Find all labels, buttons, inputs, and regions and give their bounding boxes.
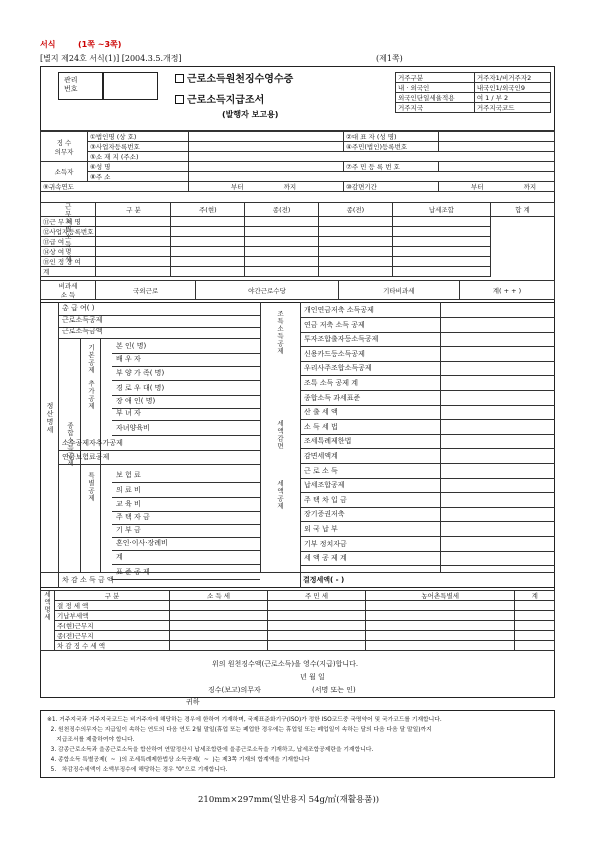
workplace-cell[interactable] [96,257,171,267]
residency-row [396,83,551,93]
confirm-payer: 징수(보고)의무자 [208,686,261,694]
tax-row-label: 결 정 세 액 [55,601,170,611]
tax-row [41,611,555,621]
settlement-left-item: 부 녀 자 [116,409,141,418]
workplace-cell[interactable] [171,217,245,227]
settlement-left-item: 부 양 가 족( 명) [116,369,165,378]
settlement-left-item: 주 택 자 금 [116,513,150,522]
tax-col-header: 농어촌특별세 [366,591,515,601]
residency-row [396,93,551,103]
workplace-cell[interactable] [392,237,490,247]
tax-cell[interactable] [170,631,268,641]
tax-row [41,621,555,631]
residency-row [396,103,551,113]
settlement-right-item: 납세조합공제 [304,481,345,490]
workplace-row-label: ⑮인 정 상 여 [41,257,96,267]
settlement-right-item: 소 득 세 법 [304,422,338,431]
tax-cell[interactable] [515,631,555,641]
settlement-right-item: 조특 소득 공제 계 [304,379,359,387]
manage-no-label: 관리 번호 [64,76,78,93]
year-range[interactable]: 부터 까지 [189,182,344,192]
workplace-side-label: 근무처별소득명세 [41,203,96,217]
workplace-cell[interactable] [171,237,245,247]
residency-row [396,73,551,83]
tax-cell[interactable] [268,631,366,641]
workplace-cell[interactable] [171,227,245,237]
settlement-left-item: 기 부 금 [116,525,141,534]
workplace-cell[interactable] [171,267,245,277]
tax-cell[interactable] [170,601,268,611]
workplace-cell[interactable] [245,247,319,257]
tax-cell[interactable] [366,611,515,621]
corp-reg-label: ④주민(법인)등록번호 [344,142,439,152]
workplace-row [41,267,555,277]
special-deduction-label: 특별공제 [87,472,95,502]
payer-address-field[interactable] [189,152,555,162]
subtitle: (발행자 보고용) [222,110,279,119]
settlement-right-item: 신용카드등소득공제 [304,349,365,358]
earner-name-label: ⑥성 명 [88,162,189,172]
tax-row-label: 기납부세액 [55,611,170,621]
workplace-cell[interactable] [96,247,171,257]
confirm-line: 위의 원천징수액(근로소득)을 영수(지급)합니다. [212,660,359,668]
settlement-side-label: 정산명세 [46,402,54,434]
tax-col-header: 계 [515,591,555,601]
additional-deduction-label: 추가공제 [87,380,95,410]
workplace-col-header: 주(현) [171,203,245,217]
title-withholding-receipt: 근로소득원천징수영수증 [175,74,293,86]
payer-name-field[interactable] [189,132,344,142]
settlement-left-item: 표 준 공 제 [116,567,150,576]
note-line: ※1. 거주지국과 거주지국코드는 비거주자에 해당하는 경우에 한하여 기재하며, 국제표준화기구(ISO)가 정한 ISO코드중 국명약어 및 국가코드를 기재합니다. [47,717,442,723]
workplace-cell[interactable] [171,257,245,267]
final-tax-label: 결정세액( - ) [303,576,345,584]
nontax-total: 계( + + ) [460,281,555,300]
reduction-label: ⑩감면기간 [344,182,439,192]
workplace-col-header: 구 분 [96,203,171,217]
note-line: 4. 종합소득 특별공제( ~ )의 조세특례제한법상 소득공제( ~ )는 제3쪽 기재의 합계액을 기재합니다 [47,757,310,763]
tax-reduction-label: 세액감면 [276,420,284,450]
tax-table [40,590,555,651]
page-range: (1쪽 ~3쪽) [78,40,122,49]
tax-col-header: 소 득 세 [170,591,268,601]
settlement-right-item: 조세특례제한법 [304,437,352,446]
tax-cell[interactable] [268,601,366,611]
settlement-right-item: 종합소득 과세표준 [304,393,361,402]
payer-table [40,131,555,192]
workplace-cell[interactable] [171,247,245,257]
page-number: (제1쪽) [376,54,403,63]
nontax-other: 기타비과세 [338,281,459,300]
workplace-cell[interactable] [392,257,490,267]
settlement-right-item: 투자조합출자등소득공제 [304,335,379,344]
tax-row [41,631,555,641]
earner-id-field[interactable] [439,162,555,172]
workplace-cell[interactable] [245,257,319,267]
tax-row [41,641,555,651]
tax-cell[interactable] [268,621,366,631]
workplace-cell[interactable] [319,247,393,257]
workplace-cell[interactable] [319,217,393,227]
representative-label: ②대 표 자 (성 명) [344,132,439,142]
settlement-right-item: 장기증권저축 [304,510,345,519]
workplace-row-label: ⑪근 무 처 명 [41,217,96,227]
confirm-to: 귀하 [186,698,200,706]
tax-cell[interactable] [515,601,555,611]
workplace-cell[interactable] [245,227,319,237]
tax-cell[interactable] [366,641,515,651]
tax-row-label: 주(현)근무지 [55,621,170,631]
tax-row [41,601,555,611]
tax-cell[interactable] [515,641,555,651]
tax-cell[interactable] [366,621,515,631]
earner-address-label: ⑧주 소 [88,172,189,182]
workplace-col-header: 합 계 [490,203,554,217]
workplace-cell[interactable] [392,247,490,257]
payer-label: 징 수 의무자 [41,132,88,162]
biz-reg-field[interactable] [189,142,344,152]
payer-name-label: ①법인명 (상 호) [88,132,189,142]
settlement-right-item: 연금 저축 소득 공제 [304,320,365,329]
settlement-right-item: 산 출 세 액 [304,408,338,417]
settlement-left-item: 교 육 비 [116,500,141,509]
earner-id-label: ⑦주 민 등 록 번 호 [344,162,439,172]
checkbox-report[interactable] [175,95,184,104]
workplace-cell[interactable] [392,227,490,237]
workplace-row [41,257,555,267]
settlement-left-item: 계 [116,553,123,562]
signature-field[interactable]: (서명 또는 인) [312,686,356,694]
settlement-left-item: 차 감 소 득 금 액 [62,576,114,584]
earner-address-field[interactable] [189,172,555,182]
nontax-label: 비과세 소 득 [41,281,96,300]
workplace-cell[interactable] [245,217,319,227]
residency-value[interactable]: 거주자1/비거주자2 [474,73,550,83]
tax-col-header: 구 분 [55,591,170,601]
tax-cell[interactable] [515,621,555,631]
settlement-section [40,302,555,588]
settlement-left-item: 본 인( 명) [116,342,147,351]
paper-spec: 210mm×297mm(일반용지 54g/㎡(재활용품)) [198,795,380,805]
comp-deduction-label: 종합소득공제 [66,422,74,467]
settlement-left-item: 의 료 비 [116,485,141,494]
nontax-overseas: 국외근로 [96,281,196,300]
settlement-left-item: 연금보험료공제 [62,453,110,462]
workplace-cell[interactable] [319,237,393,247]
workplace-cell[interactable] [319,267,393,277]
confirm-date: 년 월 일 [300,673,325,681]
tax-side-label: 세액명세 [41,591,55,651]
workplace-row [41,247,555,257]
tax-cell[interactable] [515,611,555,621]
settlement-left-item: 자녀양육비 [116,423,150,432]
checkbox-receipt[interactable] [175,74,184,83]
residency-table [395,72,551,113]
settlement-right-item: 세 액 공 제 계 [304,554,347,563]
tax-header-row [41,591,555,601]
workplace-col-header: 종(전) [245,203,319,217]
residency-label: 내 · 외국인 [396,83,475,93]
tax-cell[interactable] [170,611,268,621]
workplace-cell[interactable] [96,227,171,237]
corp-reg-field[interactable] [439,142,555,152]
tax-credit-label: 세액공제 [276,480,284,510]
settlement-right-item: 개인연금저축 소득공제 [304,306,374,314]
settlement-left-item: 소수공제자추가공제 [62,438,123,447]
tax-row-label: 차 감 징 수 세 액 [55,641,170,651]
form-number: [별지 제24호 서식(1)] [2004.3.5.개정] [40,54,182,63]
settlement-right-item: 감면세액계 [304,452,338,460]
representative-field[interactable] [439,132,555,142]
workplace-cell[interactable] [96,217,171,227]
reduction-range[interactable]: 부터 까지 [439,182,555,192]
workplace-row-label: ⑭상 여 [41,247,96,257]
residency-value[interactable]: 거주지국코드 [474,103,550,113]
residency-value[interactable]: 여 1 / 부 2 [474,93,550,103]
workplace-cell[interactable] [96,267,171,277]
workplace-row-label: ⑬급 여 [41,237,96,247]
settlement-left-item: 근로소득금액 [62,327,103,336]
tax-cell[interactable] [366,601,515,611]
title-payment-report: 근로소득지급조서 [175,95,264,107]
notes-box [40,710,555,778]
workplace-table [40,202,555,277]
settlement-left-item: 근로소득공제 [62,315,103,324]
tax-cell[interactable] [268,641,366,651]
note-line: 2. 원천징수의무자는 지급일이 속하는 연도의 다음 연도 2월 말일(휴업 또는 폐업한 경우에는 휴업일 또는 폐업일이 속하는 달의 다음 다음 달 말일)까지 [47,727,432,733]
workplace-row [41,237,555,247]
workplace-row [41,227,555,237]
tax-cell[interactable] [170,641,268,651]
settlement-right-item: 외 국 납 부 [304,525,338,533]
residency-label: 거주지국 [396,103,475,113]
workplace-cell[interactable] [245,267,319,277]
settlement-right-item: 기부 정치자금 [304,539,347,548]
workplace-cell[interactable] [392,267,490,277]
residency-value[interactable]: 내국인1/외국인9 [474,83,550,93]
form-label: 서식 [40,40,56,49]
tax-cell[interactable] [366,631,515,641]
settlement-left-item: 장 애 인( 명) [116,396,156,405]
residency-label: 거주구분 [396,73,475,83]
note-line: 5. 차감징수세액이 소액부징수에 해당하는 경우 "0"으로 기재합니다. [47,767,228,773]
basic-deduction-label: 기본공제 [87,344,95,374]
payer-address-label: ⑤소 재 지 (주소) [88,152,189,162]
workplace-cell[interactable] [392,217,490,227]
workplace-col-header: 납세조합 [392,203,490,217]
special-tax-deduction-label: 조특소득공제 [276,310,284,355]
biz-reg-label: ③사업자등록번호 [88,142,189,152]
tax-cell[interactable] [170,621,268,631]
note-line: 지급조서를 제출하여야 합니다. [47,737,135,743]
settlement-right-item: 근 로 소 득 [304,466,338,475]
settlement-left-item: 총 급 여( ) [62,303,95,312]
tax-cell[interactable] [268,611,366,621]
settlement-left-item: 배 우 자 [116,354,141,363]
workplace-col-header: 종(전) [319,203,393,217]
tax-col-header: 주 민 세 [268,591,366,601]
note-line: 3. 감종근로소득과 을종근로소득을 합산하여 연말정산시 납세조합란에 을종근로소득을 기재하고, 납세조합공제란을 기재합니다. [47,747,374,753]
workplace-cell[interactable] [319,257,393,267]
earner-label: 소득자 [41,162,88,182]
workplace-cell[interactable] [245,237,319,247]
workplace-row [41,217,555,227]
nontax-table [40,280,555,300]
workplace-cell[interactable] [96,237,171,247]
settlement-left-item: 경 로 우 대( 명) [116,383,165,392]
workplace-cell[interactable] [319,227,393,237]
settlement-left-item: 보 험 료 [116,471,141,480]
settlement-right-item: 주 택 차 입 금 [304,495,347,504]
residency-label: 외국인단일세율적용 [396,93,475,103]
earner-name-field[interactable] [189,162,344,172]
manage-no-field[interactable] [103,72,158,100]
tax-row-label: 종(전)근무지 [55,631,170,641]
settlement-left-item: 혼인·이사·장례비 [116,538,168,547]
year-label: ⑨귀속연도 [41,182,189,192]
workplace-row-label: ⑫사업자등록번호 [41,227,96,237]
nontax-night: 야간근로수당 [196,281,338,300]
settlement-right-item: 우리사주조합소득공제 [304,364,372,373]
workplace-row-label: 계 [41,267,96,277]
